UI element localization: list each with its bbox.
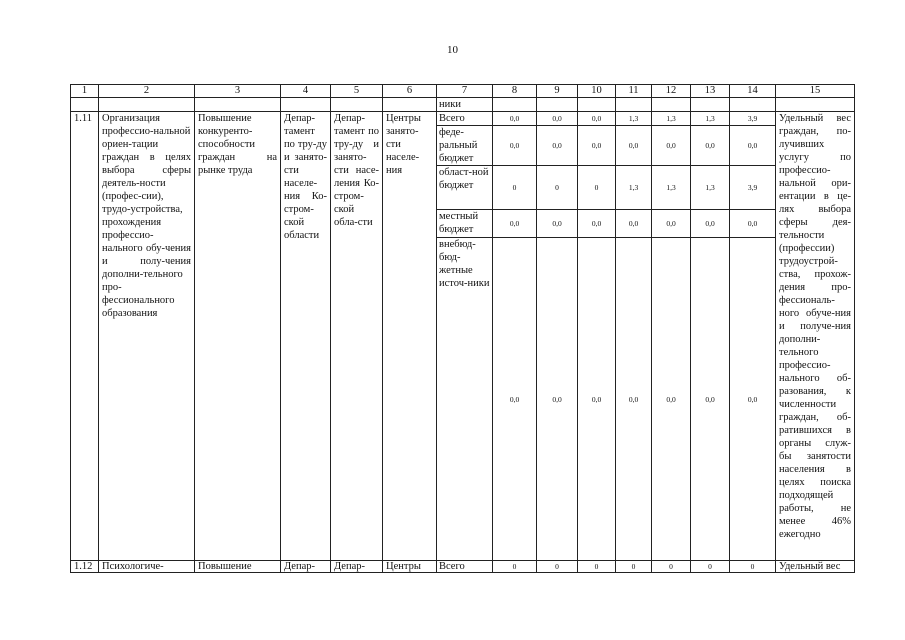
value-cell: 1,3 [652,112,691,126]
value-cell: 3,9 [730,112,776,126]
value-cell: 0 [578,561,616,573]
value-cell: 0 [537,561,578,573]
funding-source: феде-ральный бюджет [437,126,493,166]
table-row [71,561,855,573]
column-header: 8 [493,85,537,98]
value-cell: 0 [616,561,652,573]
column-number-row [71,85,855,98]
value-cell: 0,0 [493,238,537,561]
value-cell: 0,0 [578,238,616,561]
value-cell: 0,0 [537,126,578,166]
value-cell: 0 [730,561,776,573]
funding-source: област-ной бюджет [437,166,493,210]
value-cell: 0,0 [578,126,616,166]
measure-goal: Повышение конкуренто-способности граждан на рынке труда [195,112,281,561]
value-cell: 0,0 [652,238,691,561]
value-cell: 0 [578,166,616,210]
column-header: 13 [691,85,730,98]
value-cell: 1,3 [691,112,730,126]
value-cell: 1,3 [652,166,691,210]
value-cell: 1,3 [616,166,652,210]
measure-name: Организация профессио-нальной ориен-тации граждан в целях выбора сферы деятель-ности (профес-сии), трудо-устройства, прохождения профессио-нального обу-чения и полу-чения дополни-тельного про-фессионального образования [99,112,195,561]
column-header: 11 [616,85,652,98]
executor-department-2: Депар- [331,561,383,573]
value-cell: 0,0 [493,126,537,166]
row-number: 1.11 [71,112,99,561]
column-header: 5 [331,85,383,98]
value-cell: 3,9 [730,166,776,210]
value-cell: 1,3 [691,166,730,210]
value-cell: 1,3 [616,112,652,126]
value-cell: 0 [537,166,578,210]
target-indicator: Удельный вес [776,561,855,573]
executor-centers: Центры [383,561,437,573]
funding-source: местный бюджет [437,210,493,238]
value-cell: 0,0 [691,126,730,166]
value-cell: 0,0 [730,238,776,561]
column-header: 9 [537,85,578,98]
column-header: 7 [437,85,493,98]
value-cell: 0 [493,561,537,573]
value-cell: 0,0 [652,126,691,166]
value-cell: 0,0 [493,210,537,238]
value-cell: 0,0 [578,210,616,238]
target-indicator: Удельный вес граждан, по-лучивших услугу по профессио-нальной ори-ентации в це-лях выбора сферы дея-тельности (профессии) трудоустрой-ства, прохож-дения про-фессиональ-ного обуче-ния и получе-ния дополни-тельного профессио-нального об-разования, к численности граждан, об-ратившихся в органы служ-бы занятости населения в целях поиска подходящей работы, не менее 46% ежегодно [776,112,855,561]
table-row [71,112,855,126]
value-cell: 0,0 [691,210,730,238]
column-header: 3 [195,85,281,98]
carry-over-text: ники [437,98,493,112]
value-cell: 0,0 [537,112,578,126]
column-header: 1 [71,85,99,98]
measure-name: Психологиче- [99,561,195,573]
executor-centers: Центры занято-сти населе-ния [383,112,437,561]
measure-goal: Повышение [195,561,281,573]
budget-table [70,84,855,573]
column-header: 4 [281,85,331,98]
funding-source: Всего [437,561,493,573]
column-header: 15 [776,85,855,98]
value-cell: 0,0 [652,210,691,238]
value-cell: 0 [691,561,730,573]
executor-department: Депар- [281,561,331,573]
value-cell: 0,0 [730,210,776,238]
value-cell: 0,0 [616,238,652,561]
funding-source: Всего [437,112,493,126]
value-cell: 0,0 [730,126,776,166]
value-cell: 0,0 [493,112,537,126]
value-cell: 0 [652,561,691,573]
value-cell: 0,0 [616,126,652,166]
executor-department: Депар-тамент по тру-ду и занято-сти населе-ния Ко-стром-ской области [281,112,331,561]
column-header: 2 [99,85,195,98]
column-header: 6 [383,85,437,98]
value-cell: 0,0 [578,112,616,126]
carry-over-row [71,98,855,112]
value-cell: 0,0 [537,210,578,238]
value-cell: 0,0 [691,238,730,561]
funding-source: внебюд-бюд-жетные источ-ники [437,238,493,561]
column-header: 14 [730,85,776,98]
page-number: 10 [447,44,458,56]
row-number: 1.12 [71,561,99,573]
value-cell: 0,0 [616,210,652,238]
value-cell: 0 [493,166,537,210]
column-header: 12 [652,85,691,98]
column-header: 10 [578,85,616,98]
value-cell: 0,0 [537,238,578,561]
executor-department-2: Депар-тамент по тру-ду и занято-сти насе-ления Ко-стром-ской обла-сти [331,112,383,561]
